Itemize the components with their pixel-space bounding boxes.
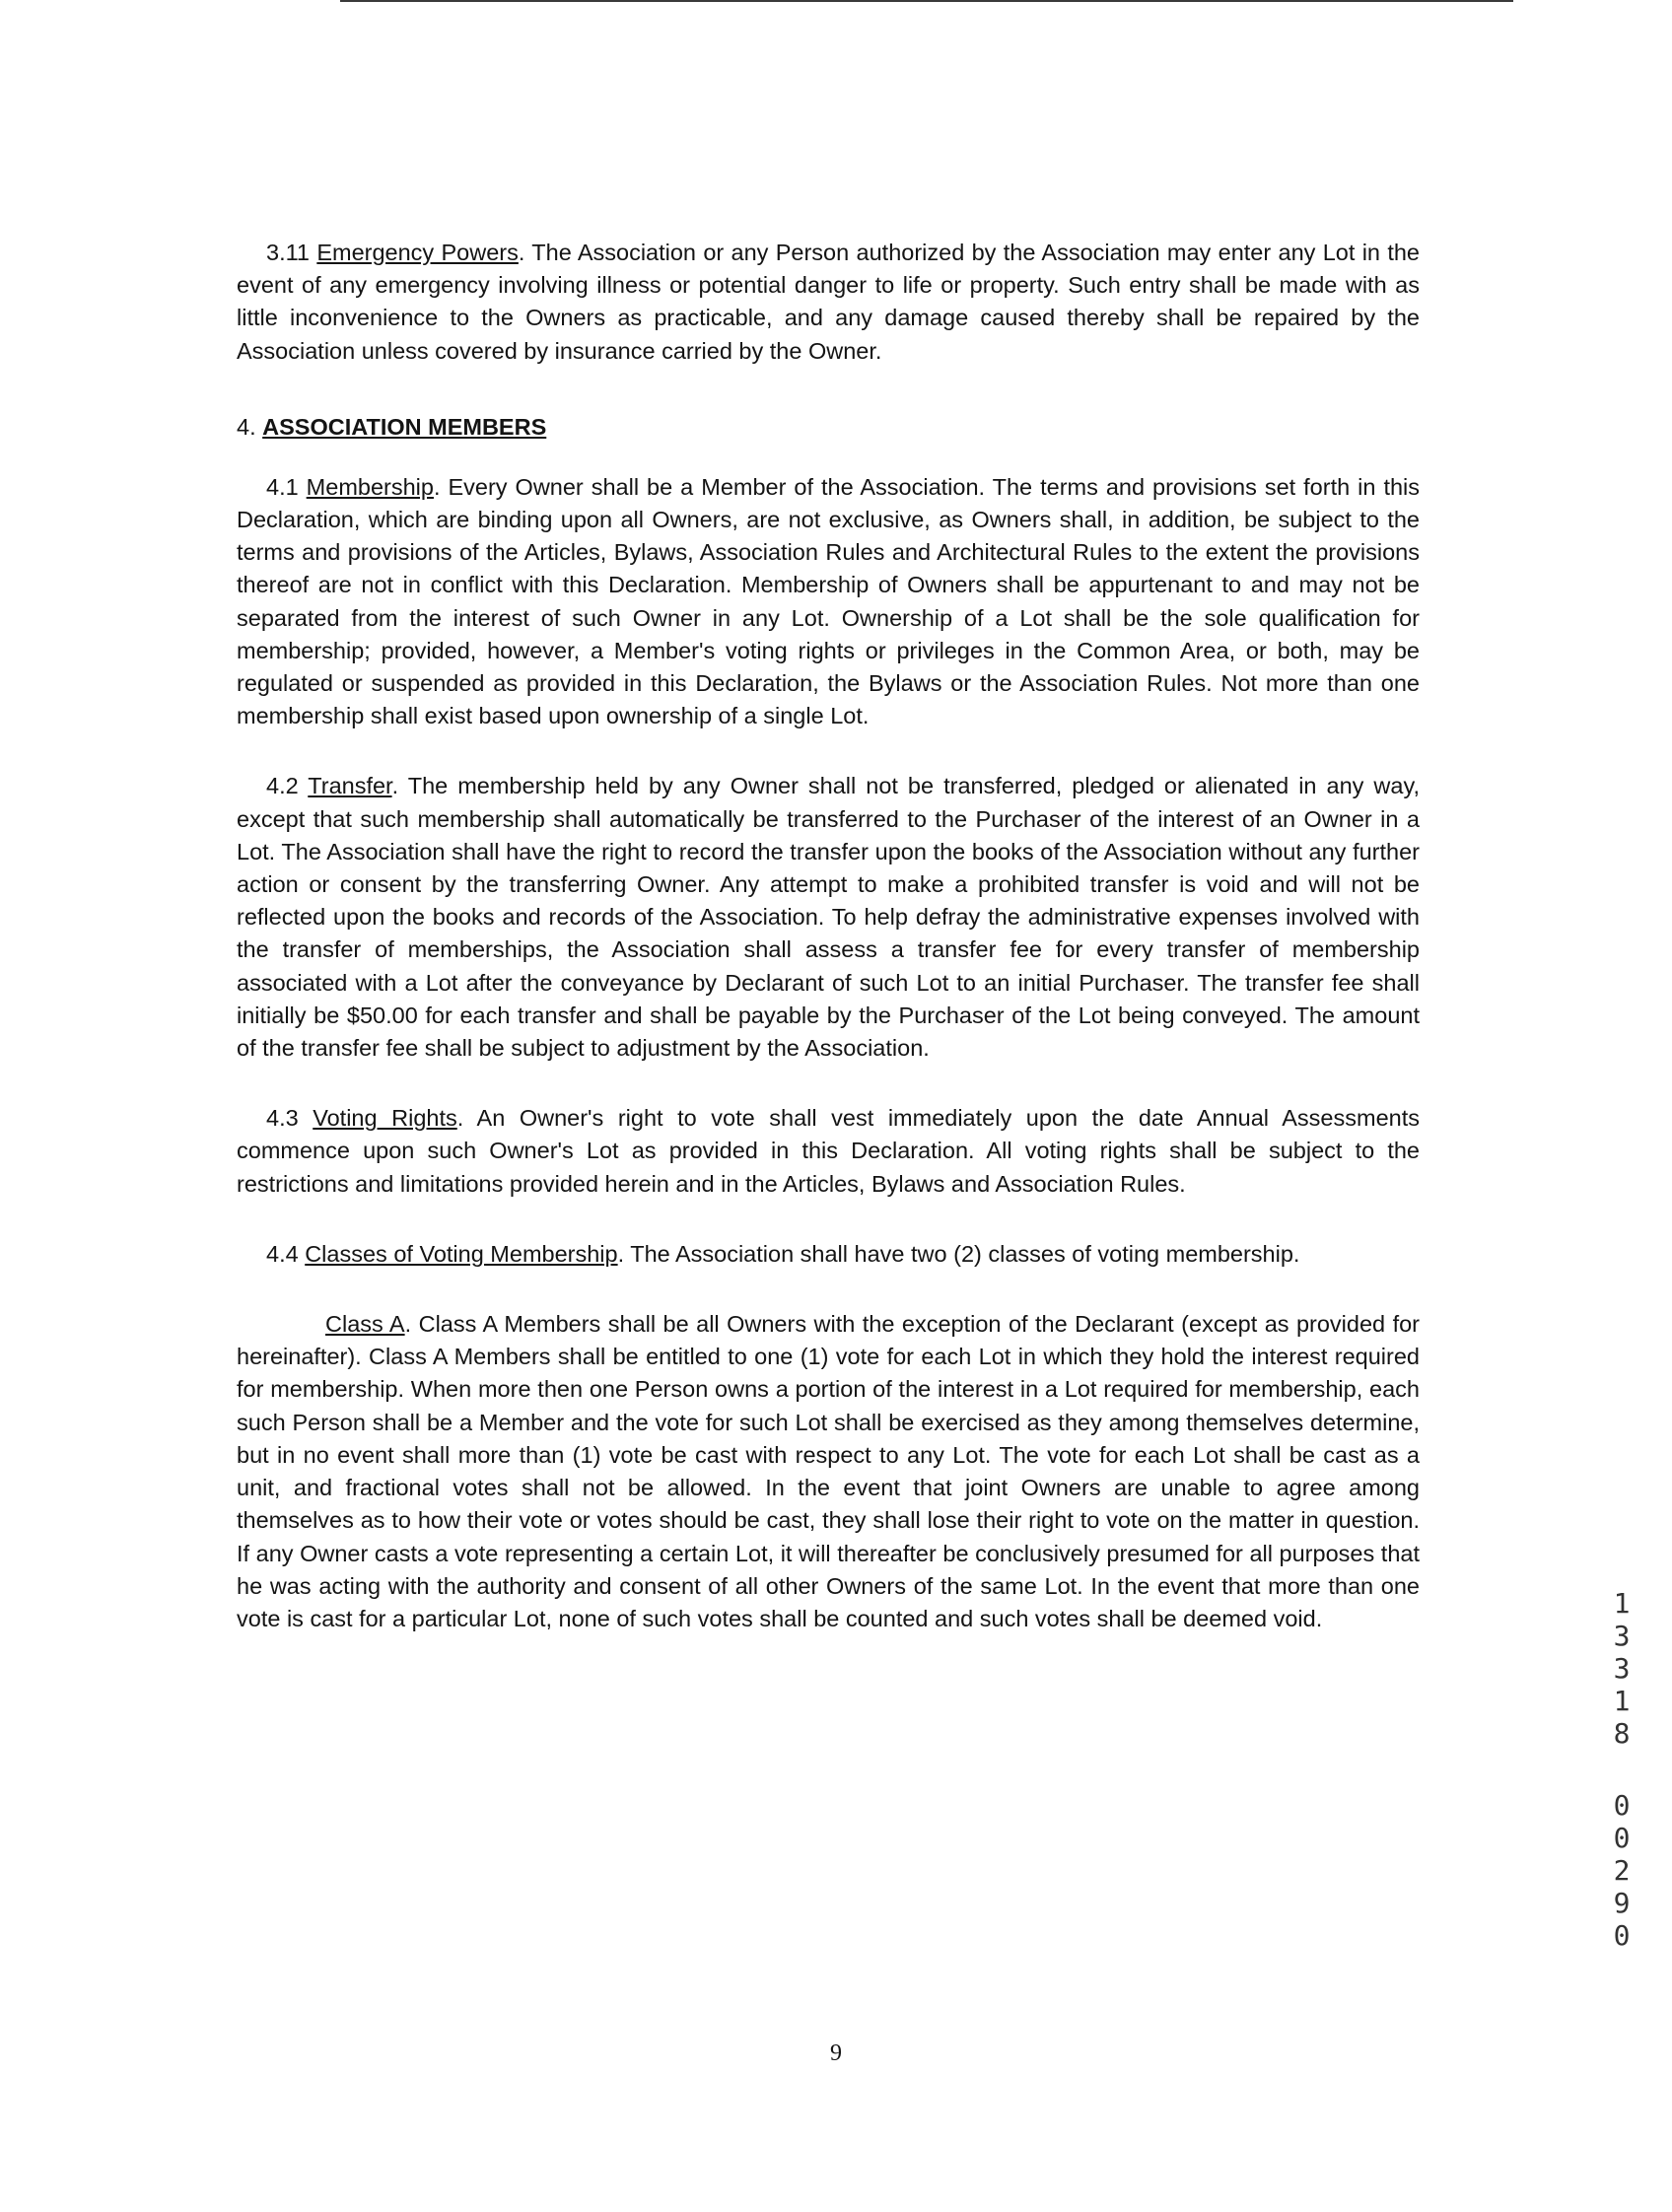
section-4-number: 4.	[237, 413, 256, 440]
stamp-digit: 3	[1613, 1652, 1631, 1685]
top-edge-rule	[340, 0, 1513, 2]
section-4-2-heading: Transfer	[308, 773, 392, 799]
document-stamp-number	[1607, 1587, 1637, 1952]
section-4-3-number: 4.3	[266, 1105, 299, 1132]
stamp-digit: 1	[1613, 1685, 1631, 1717]
section-4-3-text: . An Owner's right to vote shall vest immediately upon the date Annual Assessments commence upon such Owner's Lot as provided in this Declaration. All voting rights shall be subject to the restrictions and limitations provided herein and in the Articles, Bylaws and Association Rules.	[237, 1105, 1420, 1197]
document-page	[237, 237, 1420, 1673]
section-4-2-number: 4.2	[266, 773, 299, 799]
section-4-4	[237, 1238, 1420, 1271]
stamp-digit: 2	[1613, 1854, 1631, 1887]
section-4-1-text: . Every Owner shall be a Member of the Association. The terms and provisions set forth in this Declaration, which are binding upon all Owners, are not exclusive, as Owners shall, in addition, be subject to the terms and provisions of the Articles, Bylaws, Association Rules and Architectural Rules to the extent the provisions thereof are not in conflict with this Declaration. Membership of Owners shall be appurtenant to and may not be separated from the interest of such Owner in any Lot. Ownership of a Lot shall be the sole qualification for membership; provided, however, a Member's voting rights or privileges in the Common Area, or both, may be regulated or suspended as provided in this Declaration, the Bylaws or the Association Rules. Not more than one membership shall exist based upon ownership of a single Lot.	[237, 473, 1421, 729]
stamp-gap	[1607, 1750, 1637, 1789]
class-a-text: . Class A Members shall be all Owners with the exception of the Declarant (except as provided for hereinafter). Class A Members shall be entitled to one (1) vote for each Lot in which they hold the interest required for membership. When more then one Person owns a portion of the interest in a Lot required for membership, each such Person shall be a Member and the vote for such Lot shall be exercised as they among themselves determine, but in no event shall more than (1) vote be cast with respect to any Lot. The vote for each Lot shall be cast as a unit, and fractional votes shall not be allowed. In the event that joint Owners are unable to agree among themselves as to how their vote or votes should be cast, they shall lose their right to vote on the matter in question. If any Owner casts a vote representing a certain Lot, it will thereafter be conclusively presumed for all purposes that he was acting with the authority and consent of all other Owners of the same Lot. In the event that more than one vote is cast for a particular Lot, none of such votes shall be counted and such votes shall be deemed void.	[237, 1311, 1420, 1631]
section-4-title	[237, 411, 1420, 444]
stamp-digit: 0	[1613, 1822, 1631, 1854]
stamp-digit: 3	[1613, 1620, 1631, 1652]
stamp-digit: 0	[1613, 1919, 1631, 1952]
section-4-4-number: 4.4	[266, 1240, 299, 1267]
section-4-2	[237, 770, 1420, 1065]
section-4-3-heading: Voting Rights	[313, 1105, 457, 1132]
section-4-1-number: 4.1	[266, 473, 299, 500]
section-3-11-text: . The Association or any Person authorized by the Association may enter any Lot in the event of any emergency involving illness or potential danger to life or property. Such entry shall be made with as little inconvenience to the Owners as practicable, and any damage caused thereby shall be repaired by the Association unless covered by insurance carried by the Owner.	[237, 240, 1420, 364]
stamp-digit: 1	[1613, 1587, 1631, 1620]
stamp-digit: 0	[1613, 1789, 1631, 1822]
class-a-paragraph	[237, 1308, 1420, 1635]
section-4-2-text: . The membership held by any Owner shall not be transferred, pledged or alienated in any way, except that such membership shall automatically be transferred to the Purchaser of the interest of an Owner in a Lot. The Association shall have the right to record the transfer upon the books of the Association without any further action or consent by the transferring Owner. Any attempt to make a prohibited transfer is void and will not be reflected upon the books and records of the Association. To help defray the administrative expenses involved with the transfer of memberships, the Association shall assess a transfer fee for every transfer of membership associated with a Lot after the conveyance by Declarant of such Lot to an initial Purchaser. The transfer fee shall initially be $50.00 for each transfer and shall be payable by the Purchaser of the Lot being conveyed. The amount of the transfer fee shall be subject to adjustment by the Association.	[237, 773, 1420, 1062]
section-3-11	[237, 237, 1420, 368]
section-4-1-heading: Membership	[306, 473, 434, 500]
class-a-heading: Class A	[325, 1311, 405, 1338]
section-4-4-text: . The Association shall have two (2) classes of voting membership.	[617, 1240, 1300, 1267]
section-3-11-heading: Emergency Powers	[316, 240, 519, 265]
section-4-title-text: ASSOCIATION MEMBERS	[262, 413, 547, 440]
section-4-1	[237, 471, 1420, 733]
section-4-3	[237, 1102, 1420, 1201]
page-number: 9	[830, 2040, 842, 2066]
stamp-digit: 9	[1613, 1887, 1631, 1919]
section-3-11-number: 3.11	[266, 240, 310, 265]
stamp-digit: 8	[1613, 1717, 1631, 1750]
section-4-4-heading: Classes of Voting Membership	[305, 1240, 618, 1267]
